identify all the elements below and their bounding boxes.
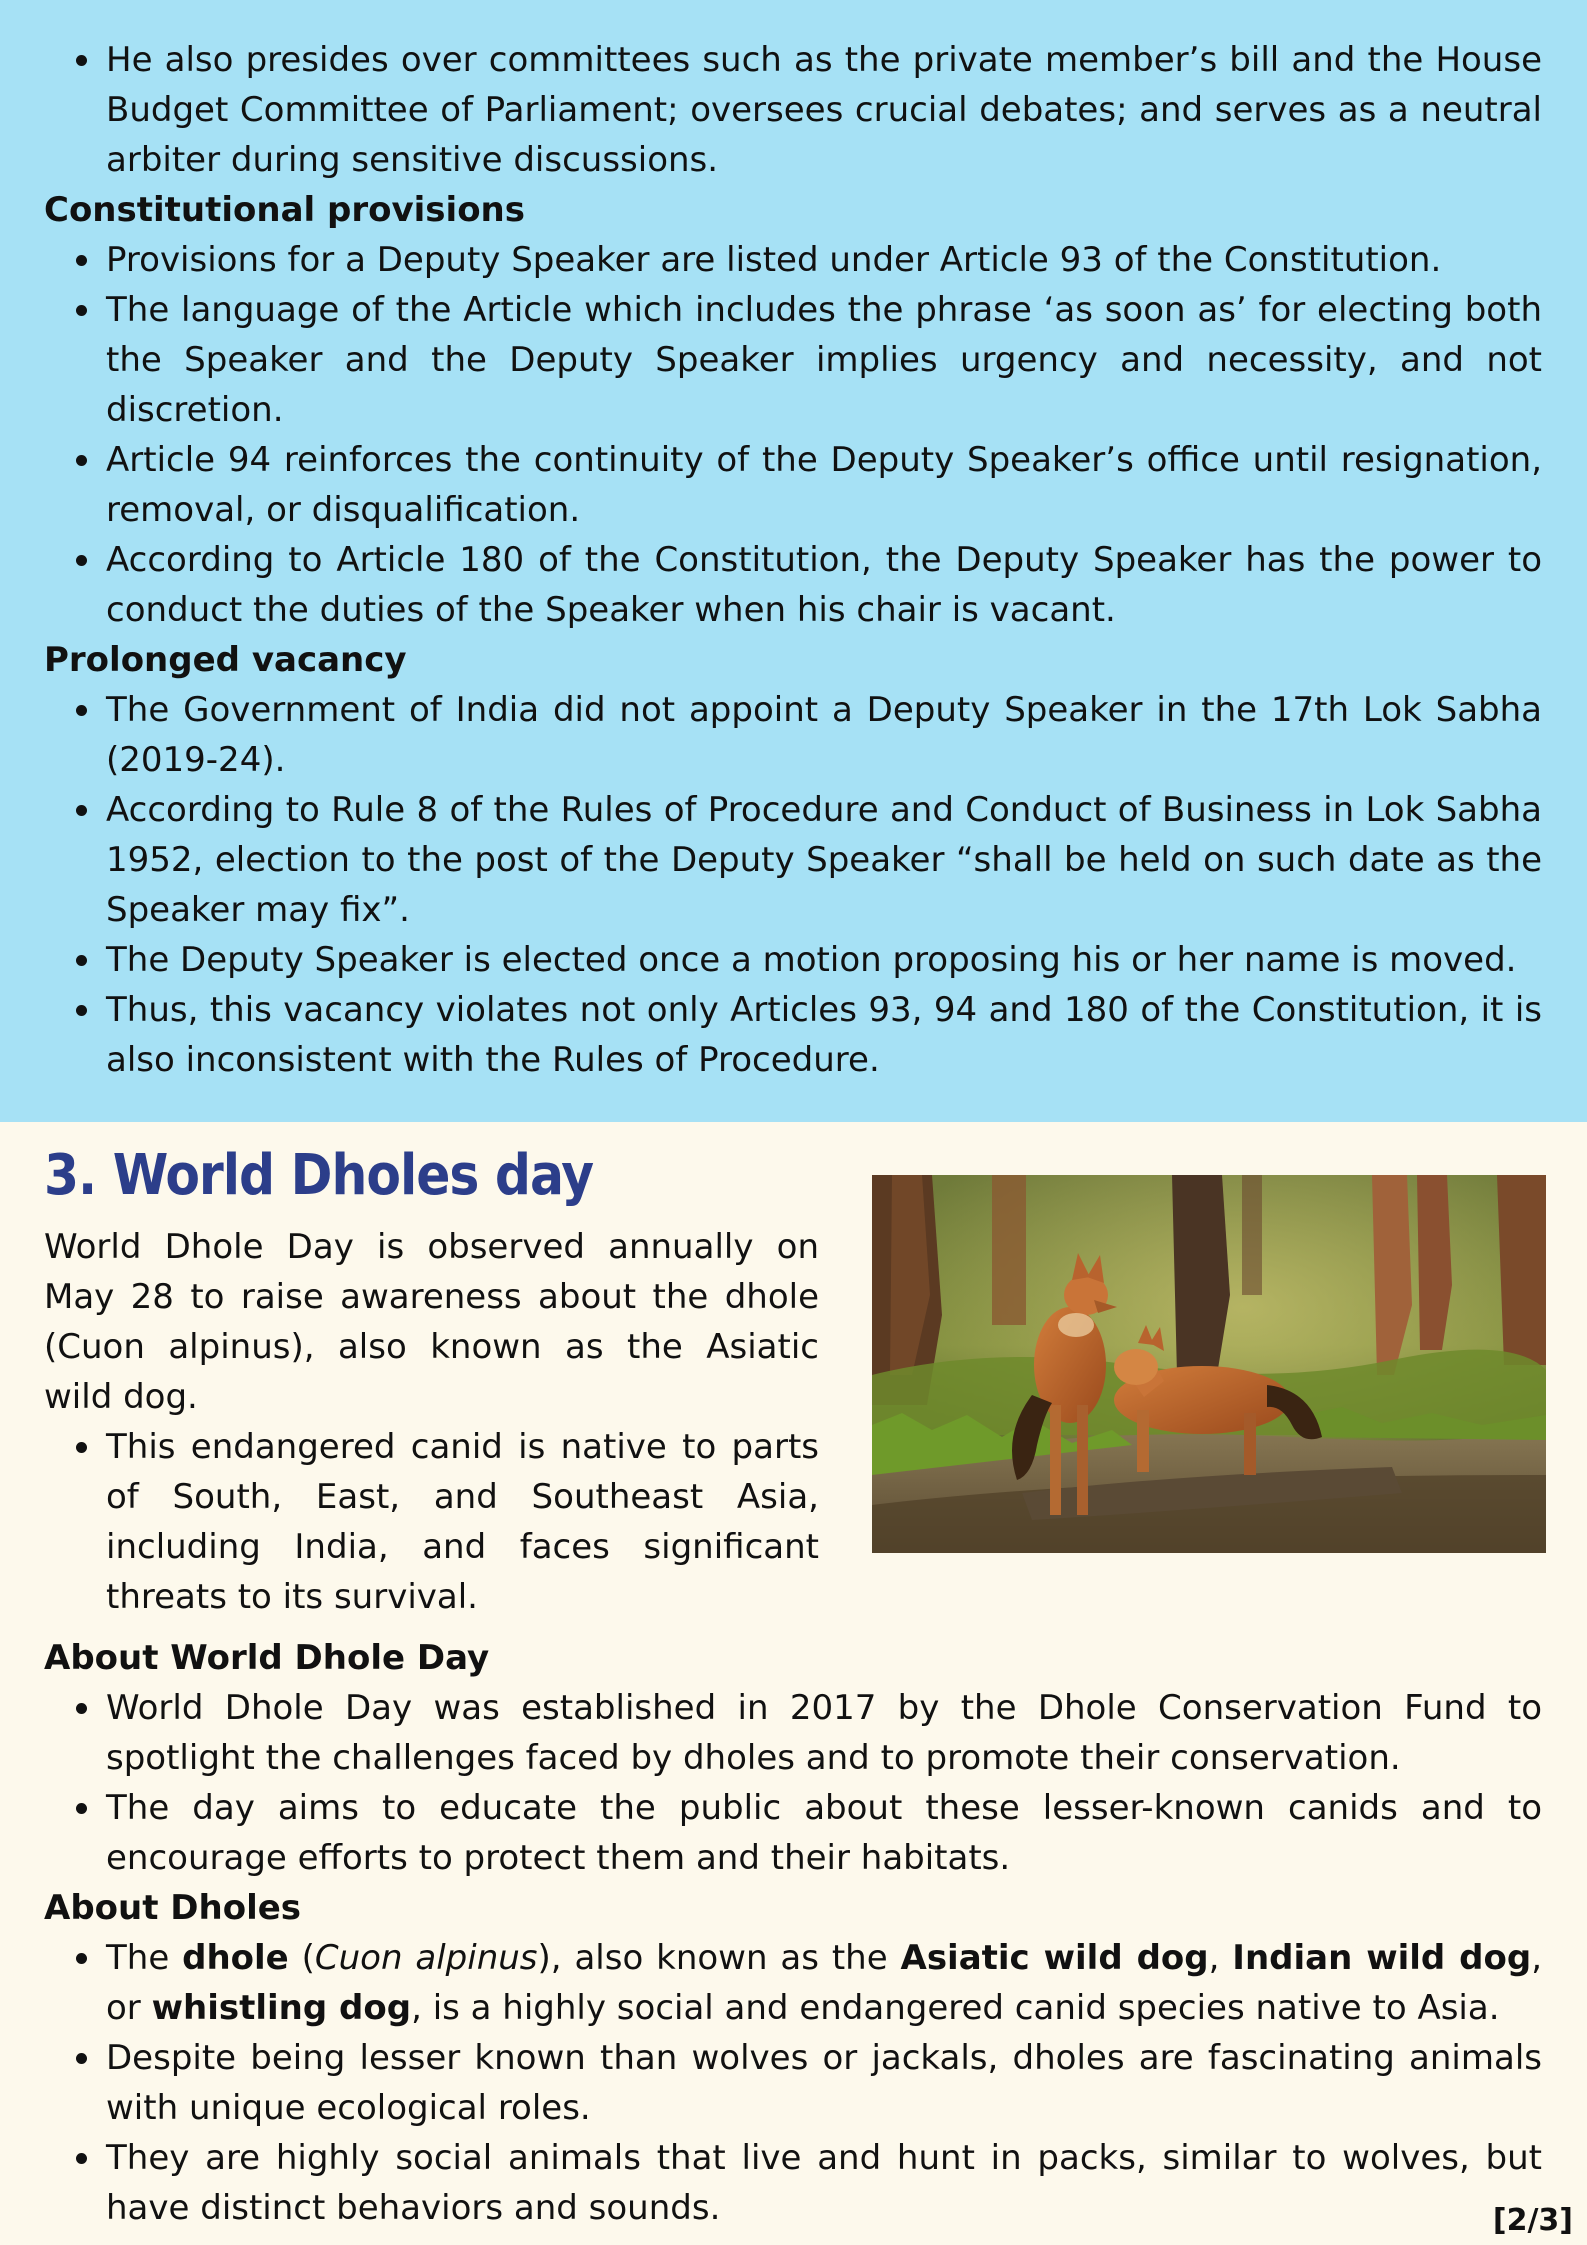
scientific-name: Cuon alpinus	[314, 1938, 538, 1978]
list-item	[44, 1933, 1542, 2033]
page-number: [2/3]	[1492, 2203, 1573, 2238]
constitutional-bullet-list	[44, 235, 1542, 635]
dholes-photo	[872, 1175, 1546, 1553]
text-run: ,	[1208, 1938, 1233, 1978]
about-day-bullet-list	[44, 1683, 1542, 1883]
section-title: 3. World Dholes day	[44, 1143, 594, 1208]
lower-content	[44, 1633, 1542, 2233]
list-item: Article 94 reinforces the continuity of the Deputy Speaker’s office until resignation, removal, or disqualification.	[44, 435, 1542, 535]
list-item: The day aims to educate the public about these lesser-known canids and to encourage efforts to protect them and their habitats.	[44, 1783, 1542, 1883]
list-item: Thus, this vacancy violates not only Articles 93, 94 and 180 of the Constitution, it is also inconsistent with the Rules of Procedure.	[44, 985, 1542, 1085]
upper-content	[44, 35, 1542, 1085]
about-dholes-bullet-list	[44, 1933, 1542, 2233]
list-item: He also presides over committees such as the private member’s bill and the House Budget Committee of Parliament; oversees crucial debates; and serves as a neutral arbiter during sensitive discussions.	[44, 35, 1542, 185]
text-run: (	[288, 1938, 315, 1978]
bold-term-asiatic-wild-dog: Asiatic wild dog	[900, 1938, 1209, 1978]
intro-bullet-list	[44, 35, 1542, 185]
text-run: , or	[106, 1938, 1542, 2028]
list-item: World Dhole Day was established in 2017 by the Dhole Conservation Fund to spotlight the challenges faced by dholes and to promote their conservation.	[44, 1683, 1542, 1783]
list-item: According to Rule 8 of the Rules of Procedure and Conduct of Business in Lok Sabha 1952, election to the post of the Deputy Speaker “shall be held on such date as the Speaker may fix”.	[44, 785, 1542, 935]
bold-term-dhole: dhole	[182, 1938, 289, 1978]
intro-paragraph: World Dhole Day is observed annually on May 28 to raise awareness about the dhole (Cuon alpinus), also known as the Asiatic wild dog.	[44, 1227, 819, 1417]
list-item: According to Article 180 of the Constitution, the Deputy Speaker has the power to conduct the duties of the Speaker when his chair is vacant.	[44, 535, 1542, 635]
list-item: The language of the Article which includes the phrase ‘as soon as’ for electing both the Speaker and the Deputy Speaker implies urgency and necessity, and not discretion.	[44, 285, 1542, 435]
about-dholes-heading: About Dholes	[44, 1888, 302, 1928]
list-item: The Deputy Speaker is elected once a motion proposing his or her name is moved.	[44, 935, 1542, 985]
constitutional-provisions-heading: Constitutional provisions	[44, 190, 525, 230]
list-item: They are highly social animals that live and hunt in packs, similar to wolves, but have distinct behaviors and sounds.	[44, 2133, 1542, 2233]
list-item: This endangered canid is native to parts of South, East, and Southeast Asia, including India, and faces significant threats to its survival.	[44, 1422, 819, 1622]
about-world-dhole-day-heading: About World Dhole Day	[44, 1638, 490, 1678]
bold-term-whistling-dog: whistling dog	[151, 1988, 412, 2028]
list-item: Provisions for a Deputy Speaker are listed under Article 93 of the Constitution.	[44, 235, 1542, 285]
text-run: The	[106, 1938, 183, 1978]
list-item: Despite being lesser known than wolves or jackals, dholes are fascinating animals with unique ecological roles.	[44, 2033, 1542, 2133]
prolonged-vacancy-heading: Prolonged vacancy	[44, 640, 407, 680]
section-intro	[44, 1222, 819, 1622]
text-run: ), also known as the	[537, 1938, 901, 1978]
vacancy-bullet-list	[44, 685, 1542, 1085]
list-item: The Government of India did not appoint a Deputy Speaker in the 17th Lok Sabha (2019-24).	[44, 685, 1542, 785]
intro-bullet-list-dholes	[44, 1422, 819, 1622]
text-run: , is a highly social and endangered canid species native to Asia.	[411, 1988, 1500, 2028]
bold-term-indian-wild-dog: Indian wild dog	[1232, 1938, 1532, 1978]
